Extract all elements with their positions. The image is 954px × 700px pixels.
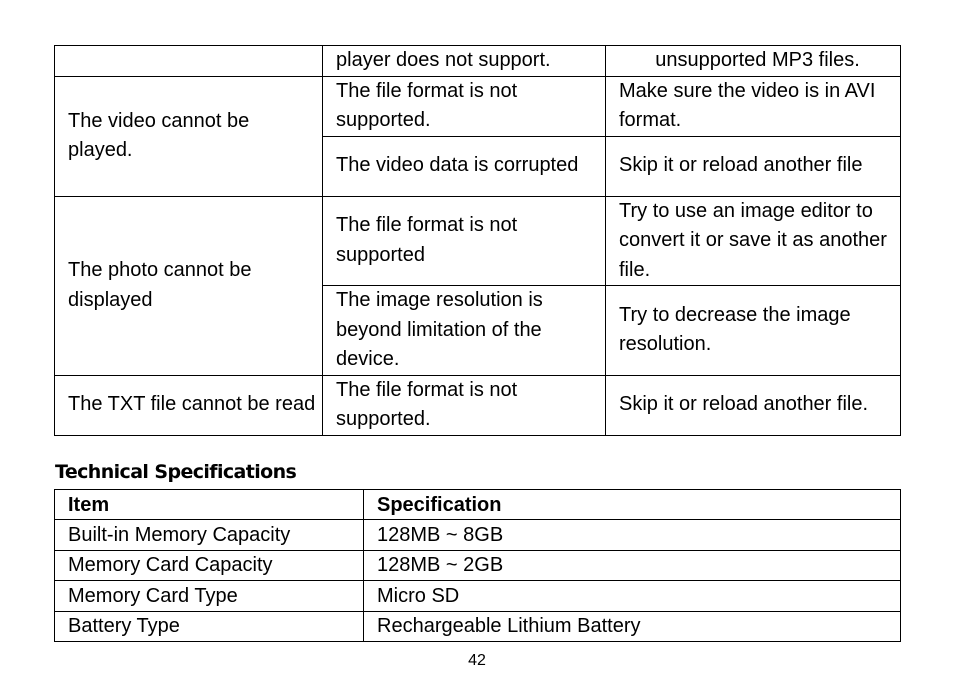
- solution-cell: Make sure the video is in AVI format.: [606, 76, 901, 136]
- table-row: [55, 196, 901, 286]
- solution-cell: Try to decrease the image resolution.: [606, 286, 901, 376]
- solution-cell: Try to use an image editor to convert it or save it as another file.: [606, 196, 901, 286]
- spec-value-cell: Micro SD: [364, 581, 901, 611]
- spec-item-cell: Memory Card Capacity: [55, 550, 364, 580]
- section-heading: Technical Specifications: [55, 461, 297, 483]
- spec-value-cell: 128MB ~ 8GB: [364, 520, 901, 550]
- table-row: [55, 550, 901, 580]
- table-row: [55, 611, 901, 641]
- cause-cell: The image resolution is beyond limitation of the device.: [323, 286, 606, 376]
- problem-cell: The video cannot be played.: [55, 76, 323, 196]
- spec-item-cell: Built-in Memory Capacity: [55, 520, 364, 550]
- table-row: [55, 520, 901, 550]
- problem-cell: [55, 46, 323, 77]
- spec-table: [54, 489, 901, 642]
- problem-cell: The TXT file cannot be read: [55, 375, 323, 435]
- table-row: [55, 46, 901, 77]
- table-row: [55, 581, 901, 611]
- cause-cell: The file format is not supported: [323, 196, 606, 286]
- cause-cell: player does not support.: [323, 46, 606, 77]
- cause-cell: The file format is not supported.: [323, 375, 606, 435]
- table-row: [55, 375, 901, 435]
- table-header-row: [55, 490, 901, 520]
- spec-item-cell: Battery Type: [55, 611, 364, 641]
- solution-cell: unsupported MP3 files.: [606, 46, 901, 77]
- solution-cell: Skip it or reload another file: [606, 136, 901, 196]
- column-header-item: Item: [55, 490, 364, 520]
- page-number: 42: [468, 652, 486, 669]
- spec-value-cell: 128MB ~ 2GB: [364, 550, 901, 580]
- problem-cell: The photo cannot be displayed: [55, 196, 323, 375]
- cause-cell: The video data is corrupted: [323, 136, 606, 196]
- solution-cell: Skip it or reload another file.: [606, 375, 901, 435]
- cause-cell: The file format is not supported.: [323, 76, 606, 136]
- troubleshooting-table: [54, 45, 901, 436]
- table-row: [55, 76, 901, 136]
- column-header-specification: Specification: [364, 490, 901, 520]
- spec-value-cell: Rechargeable Lithium Battery: [364, 611, 901, 641]
- spec-item-cell: Memory Card Type: [55, 581, 364, 611]
